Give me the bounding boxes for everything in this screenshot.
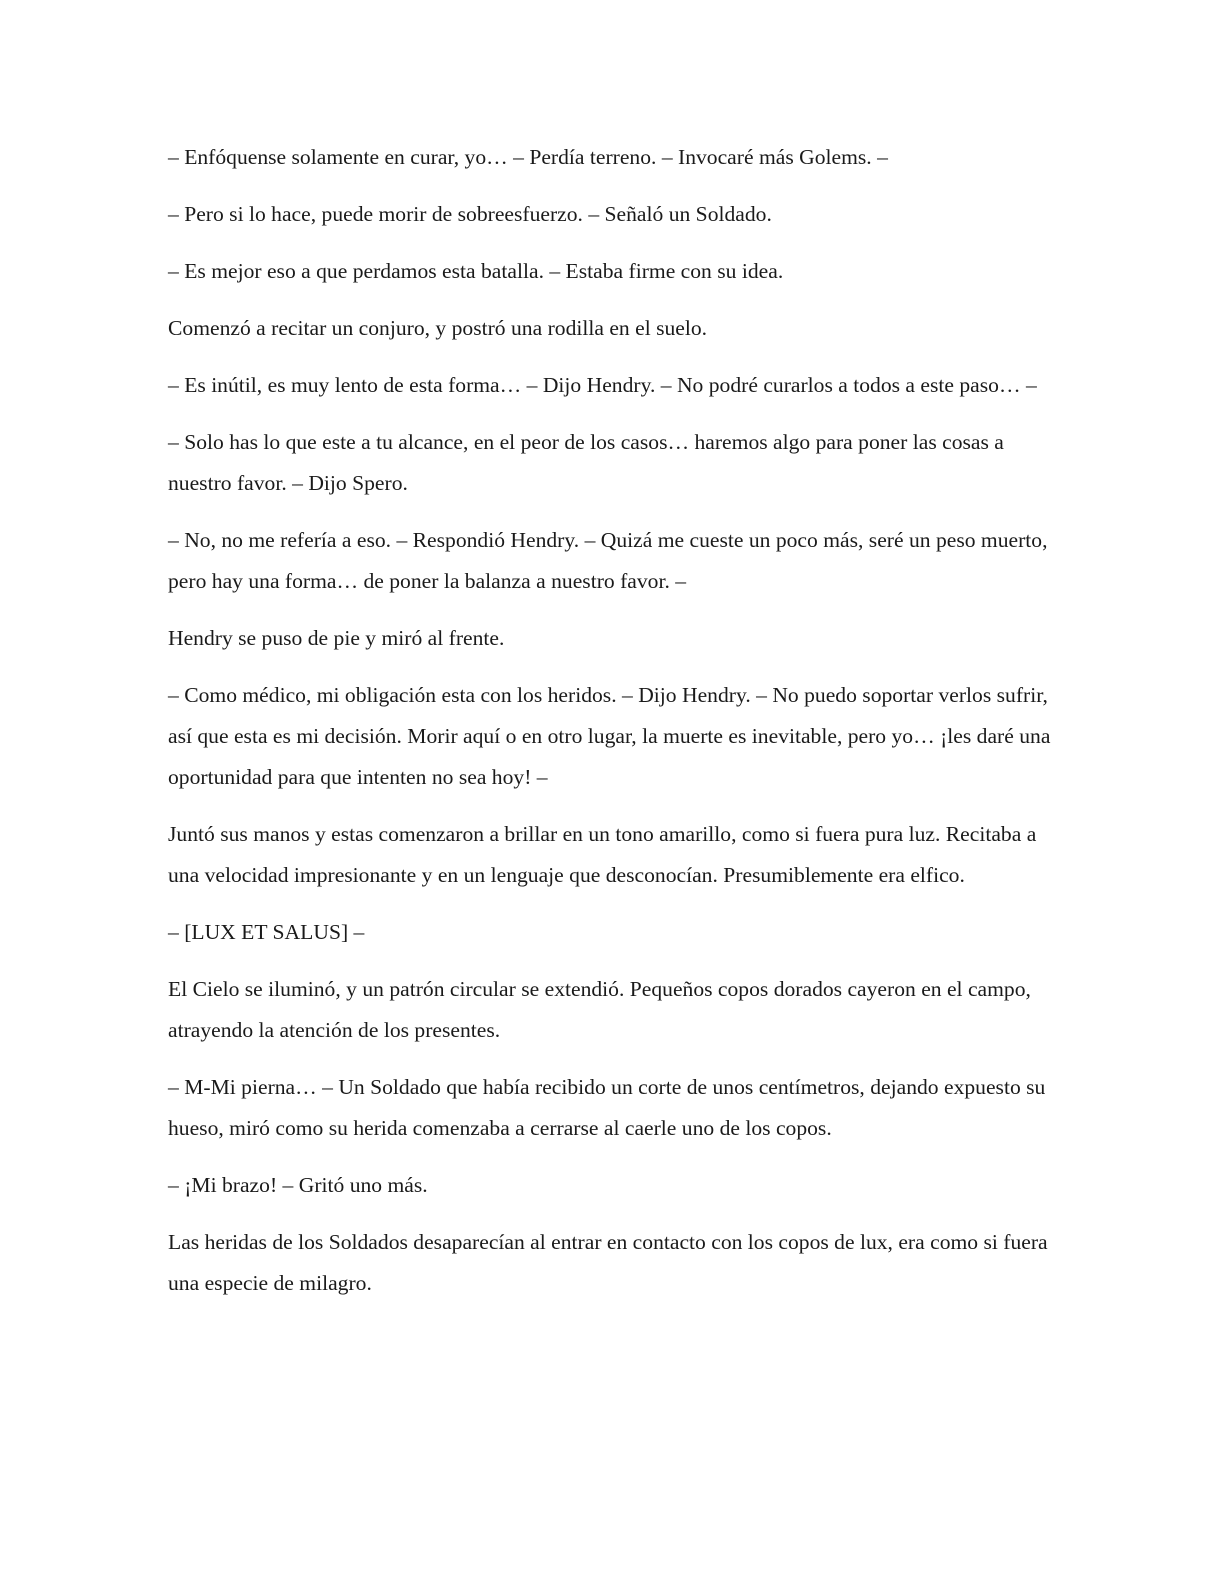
paragraph: – [LUX ET SALUS] –	[168, 920, 365, 944]
paragraph: Comenzó a recitar un conjuro, y postró una rodilla en el suelo.	[168, 316, 708, 340]
paragraph: Juntó sus manos y estas comenzaron a brillar en un tono amarillo, como si fuera pura luz. Recitaba a una velocidad impresionante y en un lenguaje que desconocían. Presumiblemente era elfico.	[168, 822, 1037, 887]
paragraph: – Es mejor eso a que perdamos esta batalla. – Estaba firme con su idea.	[168, 259, 784, 283]
document-body	[168, 137, 1060, 1320]
paragraph: – No, no me refería a eso. – Respondió Hendry. – Quizá me cueste un poco más, seré un peso muerto, pero hay una forma… de poner la balanza a nuestro favor. –	[168, 528, 1048, 593]
paragraph: – Solo has lo que este a tu alcance, en el peor de los casos… haremos algo para poner las cosas a nuestro favor. – Dijo Spero.	[168, 430, 1004, 495]
paragraph: – ¡Mi brazo! – Gritó uno más.	[168, 1173, 428, 1197]
paragraph: – Como médico, mi obligación esta con los heridos. – Dijo Hendry. – No puedo soportar verlos sufrir, así que esta es mi decisión. Morir aquí o en otro lugar, la muerte es inevitable, pero yo… ¡les daré una oportunidad para que intenten no sea hoy! –	[168, 683, 1051, 789]
paragraph: – M-Mi pierna… – Un Soldado que había recibido un corte de unos centímetros, dejando expuesto su hueso, miró como su herida comenzaba a cerrarse al caerle uno de los copos.	[168, 1075, 1046, 1140]
paragraph: El Cielo se iluminó, y un patrón circular se extendió. Pequeños copos dorados cayeron en el campo, atrayendo la atención de los presentes.	[168, 977, 1031, 1042]
paragraph: Las heridas de los Soldados desaparecían al entrar en contacto con los copos de lux, era como si fuera una especie de milagro.	[168, 1230, 1048, 1295]
paragraph: – Enfóquense solamente en curar, yo… – Perdía terreno. – Invocaré más Golems. –	[168, 145, 888, 169]
paragraph: – Es inútil, es muy lento de esta forma… – Dijo Hendry. – No podré curarlos a todos a este paso… –	[168, 373, 1037, 397]
paragraph: Hendry se puso de pie y miró al frente.	[168, 626, 505, 650]
paragraph: – Pero si lo hace, puede morir de sobreesfuerzo. – Señaló un Soldado.	[168, 202, 772, 226]
